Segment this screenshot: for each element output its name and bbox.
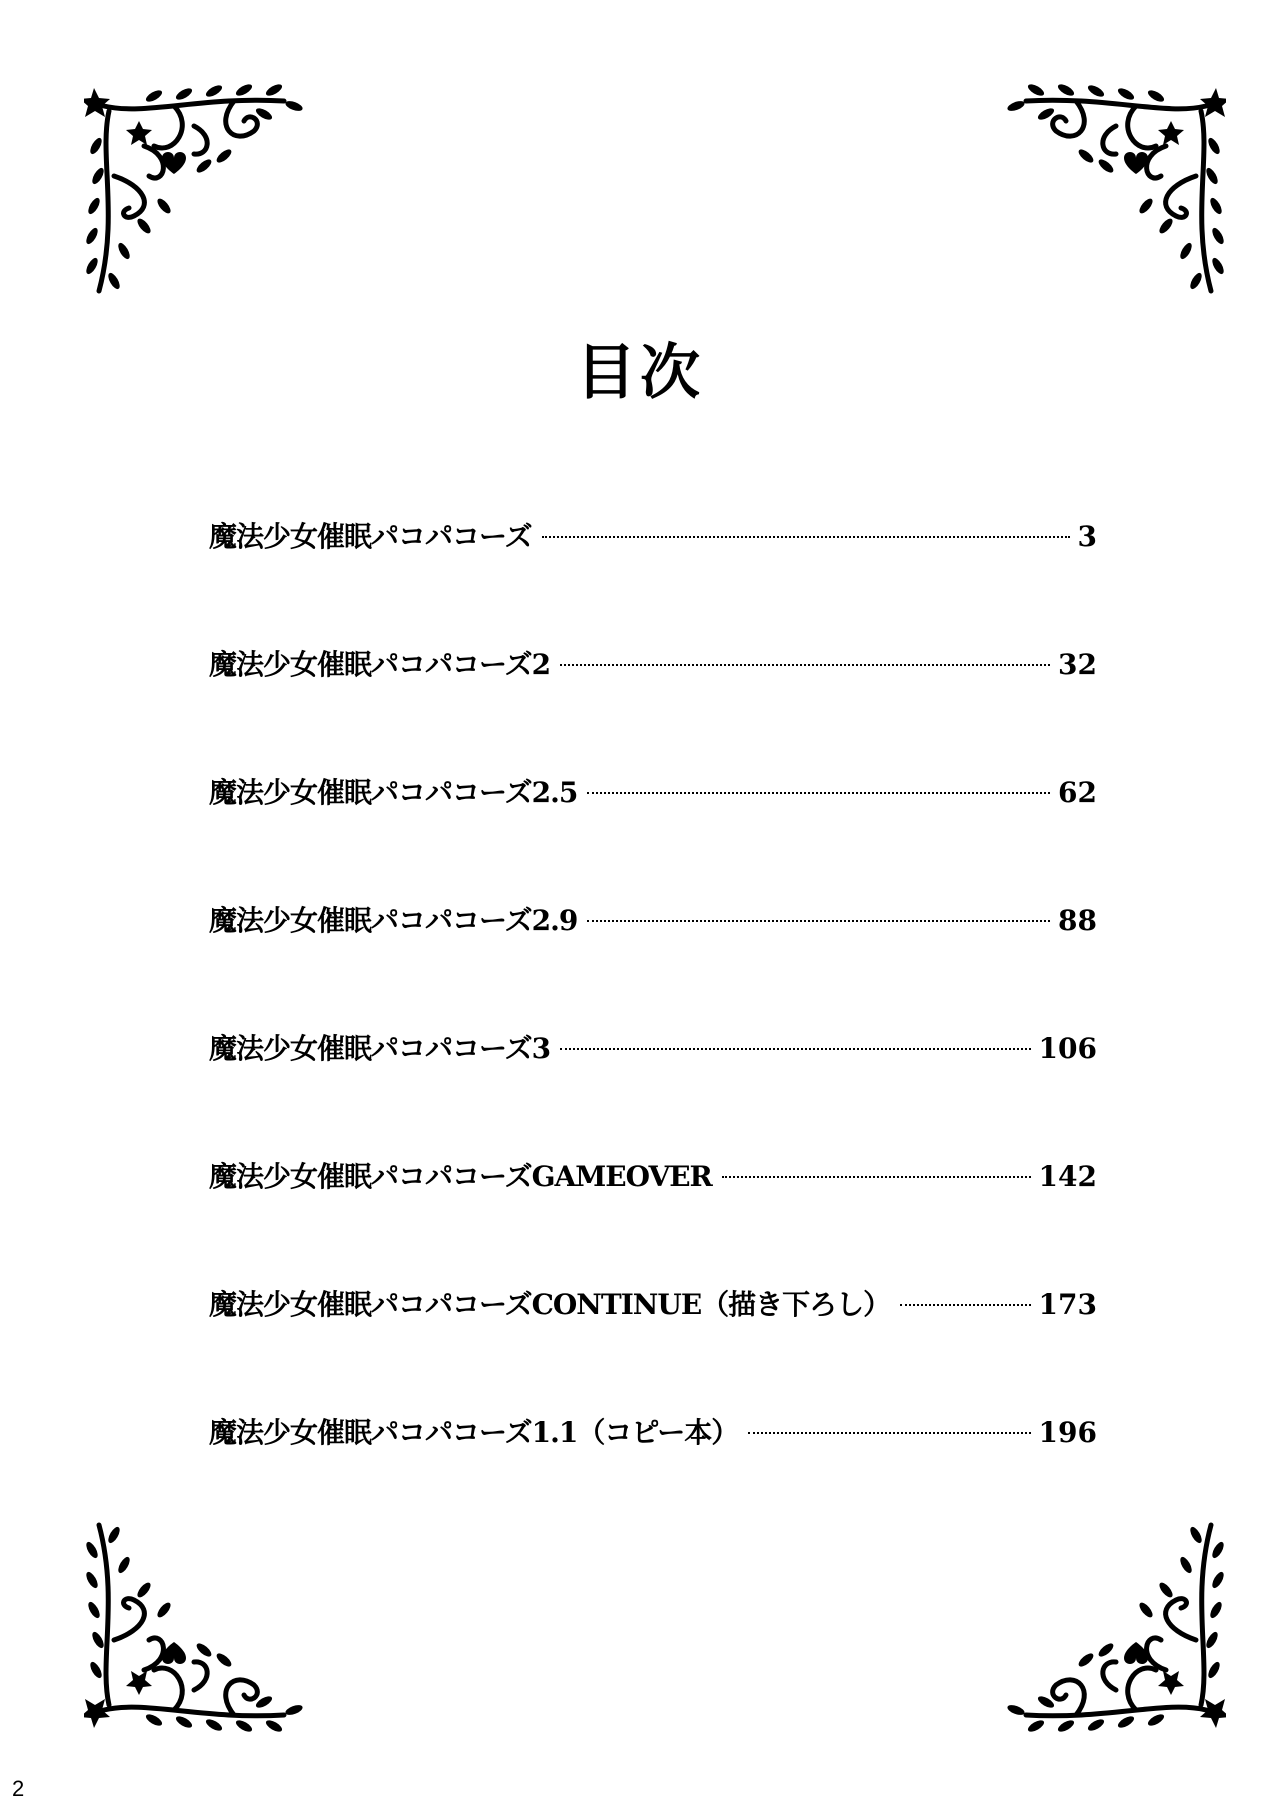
toc-entry-page: 173	[1038, 1288, 1097, 1321]
page-title: 目次	[576, 338, 704, 408]
corner-ornament-bottom-right	[996, 1510, 1226, 1740]
toc-entry-title: 魔法少女催眠パコパコーズCONTINUE（描き下ろし）	[209, 1288, 891, 1321]
toc-entry	[209, 1155, 1097, 1195]
dot-leader	[542, 536, 1070, 538]
dot-leader	[587, 792, 1050, 794]
toc-entry-page: 62	[1058, 776, 1097, 809]
toc-entry	[209, 1411, 1097, 1451]
toc-entry-page: 142	[1038, 1160, 1097, 1193]
toc-entry	[209, 1027, 1097, 1067]
toc-entry-title: 魔法少女催眠パコパコーズGAMEOVER	[209, 1160, 712, 1193]
toc-entry	[209, 771, 1097, 811]
toc-entry	[209, 643, 1097, 683]
toc-entry-page: 196	[1038, 1416, 1097, 1449]
dot-leader	[560, 1048, 1030, 1050]
toc-entry-page: 88	[1058, 904, 1097, 937]
dot-leader	[587, 920, 1050, 922]
toc-entry-page: 3	[1077, 520, 1097, 553]
toc-entry-title: 魔法少女催眠パコパコーズ2.9	[209, 904, 578, 937]
toc-entry-page: 106	[1038, 1032, 1097, 1065]
toc-entry-title: 魔法少女催眠パコパコーズ	[209, 520, 532, 553]
toc-entry-title: 魔法少女催眠パコパコーズ3	[209, 1032, 551, 1065]
dot-leader	[722, 1176, 1031, 1178]
corner-ornament-top-right	[996, 76, 1226, 306]
corner-ornament-top-left	[84, 76, 314, 306]
corner-ornament-bottom-left	[84, 1510, 314, 1740]
toc-entry-title: 魔法少女催眠パコパコーズ1.1（コピー本）	[209, 1416, 739, 1449]
toc-entry	[209, 899, 1097, 939]
toc-entry	[209, 515, 1097, 555]
page-number: 2	[12, 1776, 25, 1801]
dot-leader	[900, 1304, 1030, 1306]
dot-leader	[560, 664, 1050, 666]
toc-entry-page: 32	[1058, 648, 1097, 681]
toc-entry	[209, 1283, 1097, 1323]
dot-leader	[748, 1432, 1030, 1434]
toc-entry-title: 魔法少女催眠パコパコーズ2.5	[209, 776, 578, 809]
toc-entry-title: 魔法少女催眠パコパコーズ2	[209, 648, 551, 681]
